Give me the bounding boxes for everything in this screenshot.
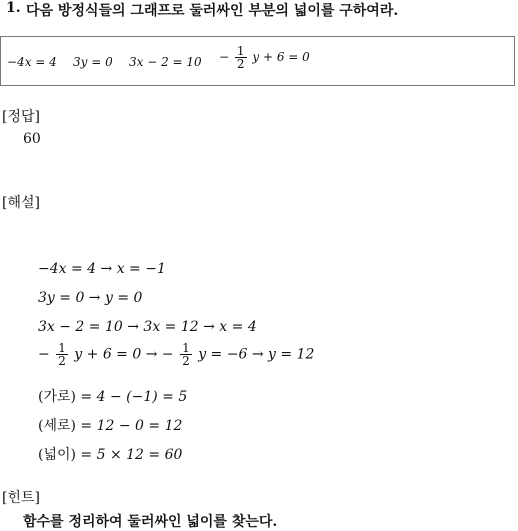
equation-4-sign: − xyxy=(219,50,230,64)
equation-box xyxy=(0,36,515,86)
line-4-middle: y + 6 = 0 → − xyxy=(74,346,174,363)
fraction-numerator: 1 xyxy=(58,341,66,355)
explanation-line-1: −4x = 4 → x = −1 xyxy=(38,261,166,277)
answer-label: [정답] xyxy=(2,109,40,125)
equation-1: −4x = 4 xyxy=(7,55,57,69)
line-4-fraction-a xyxy=(56,342,68,367)
explanation-line-6 xyxy=(38,415,182,435)
equation-4-rest: y + 6 = 0 xyxy=(252,50,310,64)
fraction-denominator: 2 xyxy=(182,354,190,368)
answer-value: 60 xyxy=(23,131,41,147)
equation-2: 3y = 0 xyxy=(73,55,113,69)
explanation-label: [해설] xyxy=(2,195,40,211)
width-word: (가로) xyxy=(38,389,76,405)
width-calc: = 4 − (−1) = 5 xyxy=(75,389,188,405)
equation-4-fraction xyxy=(235,45,247,70)
height-word: (세로) xyxy=(38,418,76,434)
equation-4 xyxy=(219,45,310,70)
explanation-line-3: 3x − 2 = 10 → 3x = 12 → x = 4 xyxy=(38,319,257,335)
height-calc: = 12 − 0 = 12 xyxy=(75,418,183,434)
equation-3: 3x − 2 = 10 xyxy=(129,55,202,69)
explanation-line-4 xyxy=(38,342,314,367)
line-4-fraction-b xyxy=(180,342,192,367)
explanation-line-2: 3y = 0 → y = 0 xyxy=(38,290,143,306)
area-calc: = 5 × 12 = 60 xyxy=(75,447,183,463)
explanation-line-5 xyxy=(38,386,187,406)
hint-label: [힌트] xyxy=(2,490,40,506)
fraction-denominator: 2 xyxy=(58,354,66,368)
hint-text: 함수를 정리하여 둘러싸인 넓이를 찾는다. xyxy=(23,514,278,530)
fraction-numerator: 1 xyxy=(182,341,190,355)
question-number: 1. xyxy=(6,0,21,16)
fraction-denominator: 2 xyxy=(236,57,245,71)
question-text: 다음 방정식들의 그래프로 둘러싸인 부분의 넓이를 구하여라. xyxy=(26,3,399,19)
area-word: (넓이) xyxy=(38,447,76,463)
line-4-rest: y = −6 → y = 12 xyxy=(198,346,315,363)
fraction-numerator: 1 xyxy=(236,44,245,58)
line-4-sign: − xyxy=(38,346,50,363)
explanation-line-7 xyxy=(38,444,182,464)
